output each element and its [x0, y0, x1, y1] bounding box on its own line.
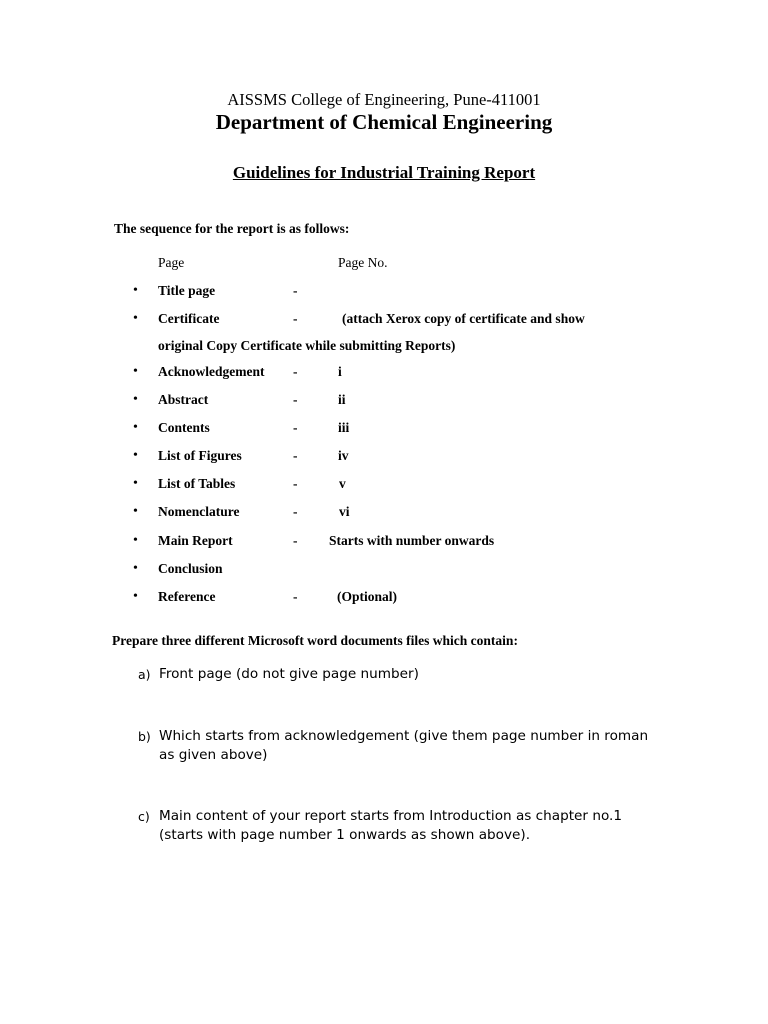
guidelines-title: Guidelines for Industrial Training Report: [232, 163, 536, 182]
bullet-icon: •: [133, 589, 138, 604]
bullet-icon: •: [133, 392, 138, 407]
item-dash: -: [293, 476, 298, 491]
item-page: List of Tables: [158, 476, 236, 491]
certificate-continuation: original Copy Certificate while submitting Reports): [158, 338, 456, 353]
bullet-icon: •: [133, 448, 138, 463]
files-intro: Prepare three different Microsoft word documents files which contain:: [112, 633, 518, 648]
item-dash: -: [293, 364, 298, 379]
item-page: Conclusion: [158, 561, 223, 576]
item-page-no: iii: [338, 420, 350, 435]
item-dash: -: [293, 311, 298, 326]
item-page: List of Figures: [158, 448, 242, 463]
item-page-no: ii: [338, 392, 346, 407]
sequence-intro: The sequence for the report is as follows:: [114, 221, 350, 236]
item-dash: -: [293, 448, 298, 463]
item-dash: -: [293, 504, 298, 519]
item-page: Abstract: [158, 392, 209, 407]
item-page: Contents: [158, 420, 210, 435]
item-dash: -: [293, 420, 298, 435]
item-page-no: v: [339, 476, 346, 491]
column-header-page: Page: [158, 255, 185, 270]
item-page: Certificate: [158, 311, 220, 326]
bullet-icon: •: [133, 476, 138, 491]
item-page-no: Starts with number onwards: [329, 533, 495, 548]
file-item-b: [138, 727, 658, 765]
item-marker: c): [138, 809, 150, 824]
item-page-no: (Optional): [337, 589, 398, 604]
bullet-icon: •: [133, 420, 138, 435]
item-page: Reference: [158, 589, 216, 604]
item-page-no: (attach Xerox copy of certificate and show: [342, 311, 585, 326]
item-dash: -: [293, 283, 298, 298]
bullet-icon: •: [133, 561, 138, 576]
item-marker: a): [138, 667, 151, 682]
bullet-icon: •: [133, 504, 138, 519]
item-text: Main content of your report starts from Introduction as chapter no.1 (starts with page number 1 onwards as shown above).: [159, 808, 622, 843]
item-text: Front page (do not give page number): [159, 666, 419, 682]
bullet-icon: •: [133, 364, 138, 379]
department-title: Department of Chemical Engineering: [215, 110, 553, 134]
bullet-icon: •: [133, 533, 138, 548]
item-page-no: iv: [338, 448, 349, 463]
item-page: Nomenclature: [158, 504, 240, 519]
file-item-c: [138, 807, 668, 845]
item-page-no: i: [338, 364, 342, 379]
item-dash: -: [293, 533, 298, 548]
item-page-no: vi: [339, 504, 350, 519]
item-page: Acknowledgement: [158, 364, 265, 379]
file-item-a: [138, 665, 668, 684]
item-dash: -: [293, 589, 298, 604]
bullet-icon: •: [133, 283, 138, 298]
item-text: Which starts from acknowledgement (give them page number in roman as given above): [159, 728, 649, 763]
item-dash: -: [293, 392, 298, 407]
item-marker: b): [138, 729, 151, 744]
item-page: Main Report: [158, 533, 233, 548]
item-page: Title page: [158, 283, 216, 298]
column-header-page-no: Page No.: [338, 255, 388, 270]
college-name: AISSMS College of Engineering, Pune-411001: [227, 90, 541, 109]
bullet-icon: •: [133, 311, 138, 326]
